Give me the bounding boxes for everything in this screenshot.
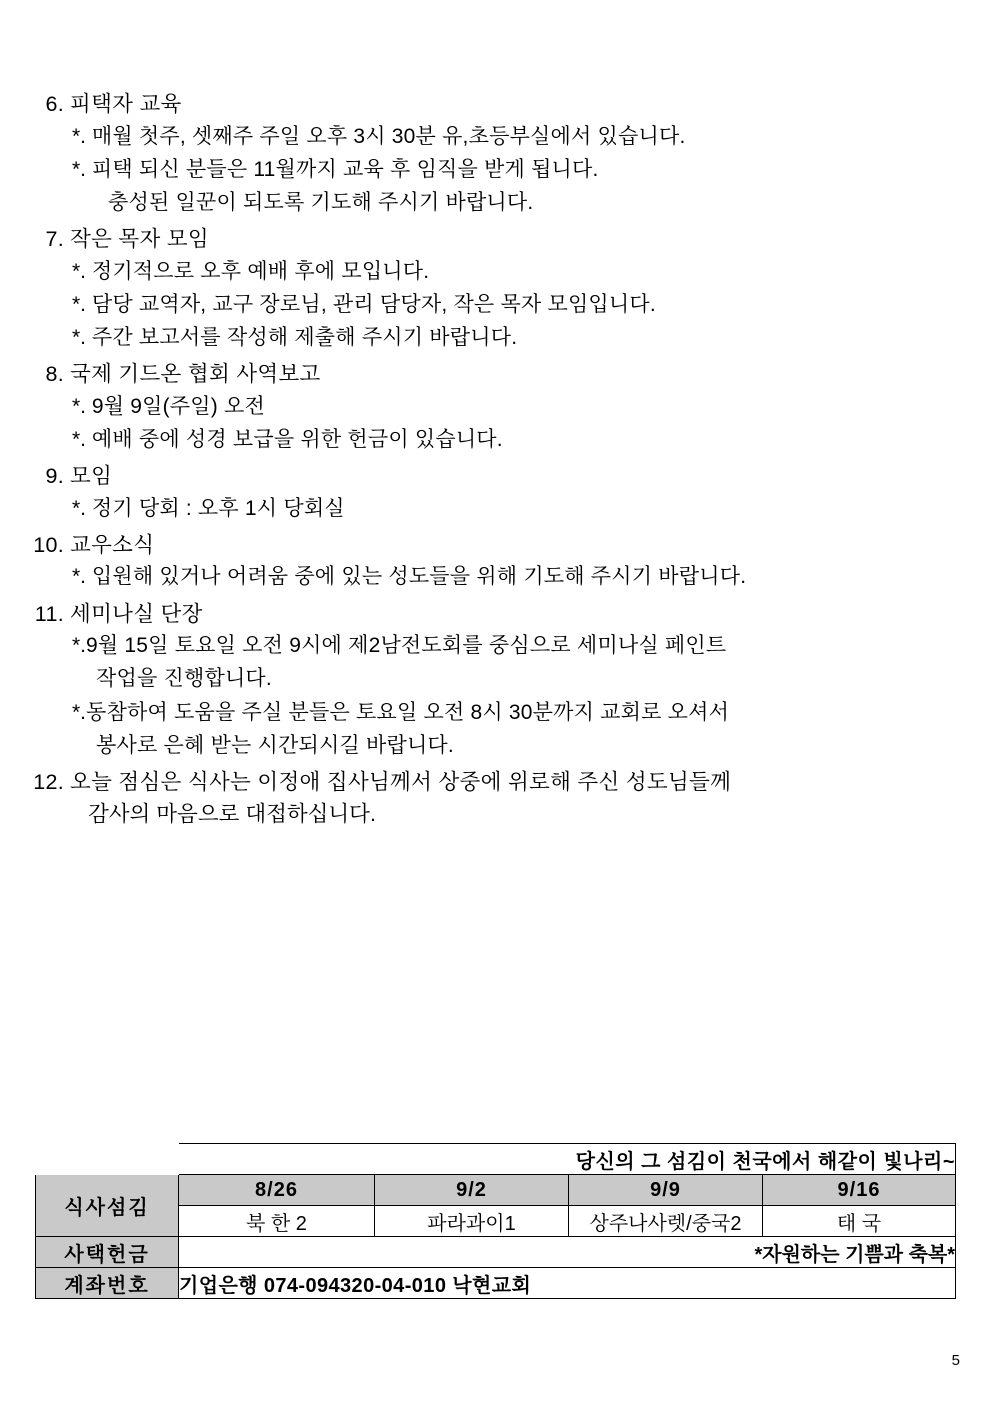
- item-number: 8.: [45, 362, 64, 387]
- announcement-list: [30, 88, 952, 831]
- list-item: [30, 223, 952, 354]
- place-cell: 북 한 2: [179, 1206, 375, 1237]
- item-heading: [30, 358, 952, 391]
- item-title: 오늘 점심은 식사는 이정애 집사님께서 상중에 위로해 주신 성도님들께: [70, 769, 732, 794]
- item-number: 10.: [33, 532, 64, 557]
- item-subline-continuation: 봉사로 은혜 받는 시간되시길 바랍니다.: [96, 733, 454, 757]
- date-cell: 9/2: [375, 1175, 569, 1206]
- joy-text: *자원하는 기쁨과 축복*: [179, 1237, 956, 1268]
- item-number: 6.: [45, 92, 64, 116]
- item-subline: *. 9월 9일(주일) 오전: [72, 394, 265, 418]
- item-subline-text: 9월 15일 토요일 오전 9시에 제2남전도회를 중심으로 세미나실 페인트: [86, 634, 727, 658]
- item-number: 9.: [45, 464, 64, 489]
- item-number: 7.: [45, 227, 64, 252]
- item-subline-continuation: 작업을 진행합니다.: [96, 667, 272, 691]
- list-item: [30, 358, 952, 456]
- meal-service-label: 식사섬김: [36, 1175, 179, 1237]
- place-cell: 태 국: [763, 1206, 956, 1237]
- item-heading: [30, 529, 952, 562]
- item-subline-text: 주간 보고서를 작성해 제출해 주시기 바랍니다.: [91, 325, 518, 349]
- item-subline-text: 입원해 있거나 어려움 중에 있는 성도들을 위해 기도해 주시기 바랍니다.: [91, 565, 747, 589]
- list-item: [30, 460, 952, 525]
- item-subline: *. 예배 중에 성경 보급을 위한 헌금이 있습니다.: [72, 427, 503, 451]
- item-subline-text: 예배 중에 성경 보급을 위한 헌금이 있습니다.: [91, 427, 503, 451]
- date-cell: 8/26: [179, 1175, 375, 1206]
- table-row: [36, 1144, 956, 1175]
- item-number: 12.: [33, 769, 64, 794]
- table-row: [36, 1175, 956, 1206]
- date-cell: 9/9: [569, 1175, 763, 1206]
- date-cell: 9/16: [763, 1175, 956, 1206]
- item-title: 국제 기드온 협회 사역보고: [70, 362, 321, 387]
- list-item: [30, 529, 952, 594]
- item-subline: *. 정기적으로 오후 예배 후에 모입니다.: [72, 259, 430, 283]
- item-subline-text: 정기 당회 : 오후 1시 당회실: [91, 496, 345, 520]
- item-heading: [30, 598, 952, 631]
- item-subline: *. 입원해 있거나 어려움 중에 있는 성도들을 위해 기도해 주시기 바랍니다.: [72, 565, 747, 589]
- item-subline: *. 정기 당회 : 오후 1시 당회실: [72, 496, 345, 520]
- page-number: 5: [951, 1352, 960, 1369]
- item-title: 교우소식: [70, 532, 155, 557]
- offering-label-bottom: 계좌번호: [36, 1268, 179, 1299]
- item-subline-text: 동참하여 도움을 주실 분들은 토요일 오전 8시 30분까지 교회로 오셔서: [86, 700, 730, 724]
- offering-table: [35, 1143, 955, 1299]
- item-subline-text: 피택 되신 분들은 11월까지 교육 후 임직을 받게 됩니다.: [91, 157, 599, 181]
- item-subline: *. 피택 되신 분들은 11월까지 교육 후 임직을 받게 됩니다.: [72, 157, 599, 181]
- item-subline-text: 9월 9일(주일) 오전: [91, 394, 265, 418]
- place-cell: 파라과이1: [375, 1206, 569, 1237]
- item-subline: *. 매월 첫주, 셋째주 주일 오후 3시 30분 유,초등부실에서 있습니다.: [72, 124, 686, 148]
- list-item: [30, 88, 952, 219]
- table-row: [36, 1237, 956, 1268]
- item-subline: *.동참하여 도움을 주실 분들은 토요일 오전 8시 30분까지 교회로 오셔서: [72, 700, 730, 724]
- item-number: 11.: [34, 601, 64, 626]
- item-title-continuation: 감사의 마음으로 대접하십니다.: [88, 802, 376, 827]
- item-subline-text: 매월 첫주, 셋째주 주일 오후 3시 30분 유,초등부실에서 있습니다.: [91, 124, 686, 148]
- item-subline: *.9월 15일 토요일 오전 9시에 제2남전도회를 중심으로 세미나실 페인트: [72, 634, 727, 658]
- offering-label-top: 사택헌금: [36, 1237, 179, 1268]
- item-heading: [30, 460, 952, 493]
- item-subline-text: 담당 교역자, 교구 장로님, 관리 담당자, 작은 목자 모임입니다.: [91, 292, 656, 316]
- table-row: [36, 1268, 956, 1299]
- item-title: 세미나실 단장: [70, 601, 203, 626]
- item-heading: [30, 88, 952, 121]
- item-title: 피택자 교육: [70, 92, 182, 116]
- item-subline: *. 담당 교역자, 교구 장로님, 관리 담당자, 작은 목자 모임입니다.: [72, 292, 656, 316]
- empty-cell: [36, 1144, 179, 1175]
- item-heading: [30, 223, 952, 256]
- list-item: [30, 766, 952, 831]
- place-cell: 상주나사렛/중국2: [569, 1206, 763, 1237]
- item-heading: [30, 766, 952, 799]
- banner-text: 당신의 그 섬김이 천국에서 해같이 빛나리~: [179, 1144, 956, 1175]
- list-item: [30, 598, 952, 762]
- item-subline-text: 정기적으로 오후 예배 후에 모입니다.: [91, 259, 430, 283]
- item-title: 모임: [70, 464, 113, 489]
- item-title: 작은 목자 모임: [70, 227, 209, 252]
- item-subline-continuation: 충성된 일꾼이 되도록 기도해 주시기 바랍니다.: [108, 190, 534, 214]
- bank-account-number: 기업은행 074-094320-04-010 낙현교회: [179, 1268, 956, 1299]
- item-subline: *. 주간 보고서를 작성해 제출해 주시기 바랍니다.: [72, 325, 518, 349]
